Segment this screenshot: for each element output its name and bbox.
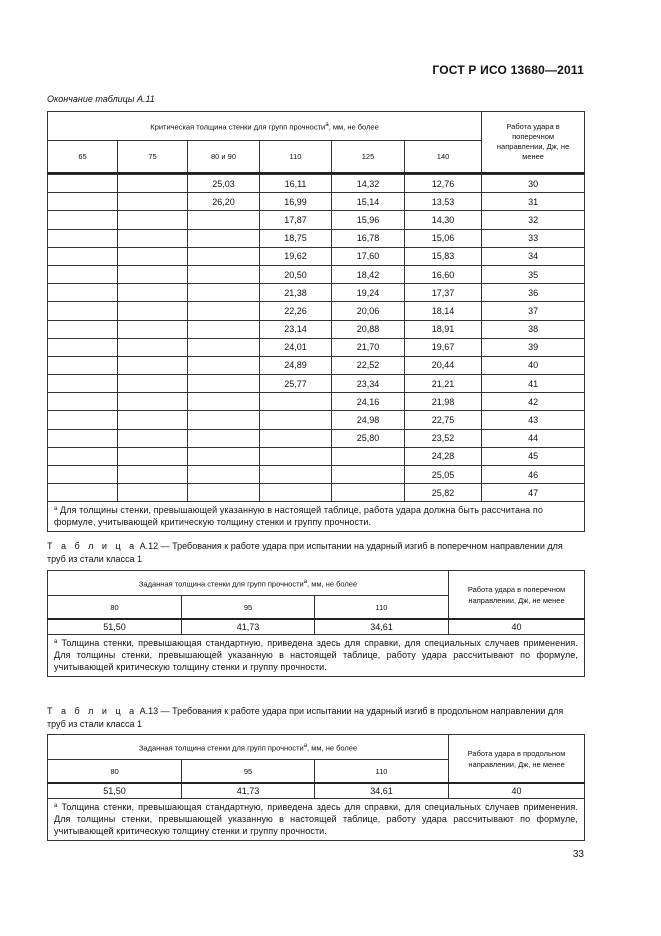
thickness-cell — [188, 393, 260, 411]
thickness-cell: 16,60 — [405, 265, 482, 283]
table-a12-group-header: Заданная толщина стенки для групп прочности$^а$, мм, не более — [48, 571, 449, 596]
thickness-cell: 22,26 — [260, 302, 332, 320]
work-value-cell: 47 — [482, 484, 585, 502]
table-row — [48, 302, 585, 320]
table-a11 — [47, 111, 585, 532]
thickness-cell: 25,03 — [188, 175, 260, 193]
thickness-cell — [188, 338, 260, 356]
thickness-cell — [188, 302, 260, 320]
work-value-cell: 42 — [482, 393, 585, 411]
thickness-cell — [332, 466, 405, 484]
table-a11-column-header: 110 — [260, 141, 332, 174]
thickness-cell: 12,76 — [405, 175, 482, 193]
work-value-cell: 34 — [482, 247, 585, 265]
thickness-cell — [118, 466, 188, 484]
thickness-cell — [48, 429, 118, 447]
thickness-cell: 16,99 — [260, 193, 332, 211]
thickness-cell: 26,20 — [188, 193, 260, 211]
table-a11-column-header: 140 — [405, 141, 482, 174]
thickness-cell — [118, 320, 188, 338]
table-a11-column-header: 75 — [118, 141, 188, 174]
thickness-cell — [188, 284, 260, 302]
thickness-cell — [188, 265, 260, 283]
thickness-cell: 22,75 — [405, 411, 482, 429]
table-a12-footnote: $^а$ Толщина стенки, превышающая стандартную, приведена здесь для справки, для специальных случаев применения. Для толщины стенки, превышающей указанную в настоящей таблице, работу удара рассчитывают по формуле, учитывающей критическую толщину стенки и группу прочности. — [48, 635, 585, 677]
thickness-cell: 22,52 — [332, 356, 405, 374]
table-a12-col-110: 110 — [315, 596, 449, 620]
thickness-cell: 18,91 — [405, 320, 482, 338]
table-a13-col-95: 95 — [182, 760, 315, 784]
thickness-cell: 15,83 — [405, 247, 482, 265]
thickness-cell — [48, 466, 118, 484]
thickness-cell — [118, 356, 188, 374]
thickness-cell — [48, 338, 118, 356]
thickness-cell — [332, 447, 405, 465]
thickness-cell — [188, 247, 260, 265]
work-value-cell: 40 — [482, 356, 585, 374]
work-value-cell: 46 — [482, 466, 585, 484]
table-a13-col-80: 80 — [48, 760, 182, 784]
table-row — [48, 411, 585, 429]
table-a13-value: 41,73 — [182, 783, 315, 799]
thickness-cell: 24,98 — [332, 411, 405, 429]
thickness-cell — [118, 338, 188, 356]
thickness-cell: 15,14 — [332, 193, 405, 211]
thickness-cell — [48, 356, 118, 374]
table-a11-footnote: $^а$ Для толщины стенки, превышающей указанную в настоящей таблице, работа удара должна быть рассчитана по формуле, учитывающей критическую толщину стенки и группу прочности. — [48, 502, 585, 532]
thickness-cell: 19,62 — [260, 247, 332, 265]
thickness-cell — [188, 411, 260, 429]
table-a12-value: 41,73 — [182, 619, 315, 635]
table-a13-footnote: $^а$ Толщина стенки, превышающая стандартную, приведена здесь для справки, для специальных случаев применения. Для толщины стенки, превышающей указанную в настоящей таблице, работу удара рассчитывают по формуле, учитывающей критическую толщину стенки и группу прочности. — [48, 799, 585, 841]
thickness-cell: 24,01 — [260, 338, 332, 356]
thickness-cell: 18,14 — [405, 302, 482, 320]
thickness-cell — [118, 284, 188, 302]
thickness-cell — [260, 429, 332, 447]
thickness-cell: 16,78 — [332, 229, 405, 247]
thickness-cell: 13,53 — [405, 193, 482, 211]
thickness-cell — [188, 375, 260, 393]
thickness-cell — [188, 429, 260, 447]
work-value-cell: 38 — [482, 320, 585, 338]
thickness-cell — [118, 247, 188, 265]
thickness-cell: 24,28 — [405, 447, 482, 465]
table-row — [48, 484, 585, 502]
table-a13-work-header: Работа удара в продольном направлении, Дж, не менее — [449, 735, 585, 784]
thickness-cell — [48, 320, 118, 338]
thickness-cell — [260, 411, 332, 429]
thickness-cell — [48, 302, 118, 320]
thickness-cell: 21,98 — [405, 393, 482, 411]
table-row — [48, 193, 585, 211]
thickness-cell — [188, 229, 260, 247]
thickness-cell: 21,21 — [405, 375, 482, 393]
thickness-cell: 14,30 — [405, 211, 482, 229]
thickness-cell: 24,89 — [260, 356, 332, 374]
thickness-cell — [188, 211, 260, 229]
table-row — [48, 375, 585, 393]
thickness-cell: 24,16 — [332, 393, 405, 411]
document-header: ГОСТ Р ИСО 13680—2011 — [432, 63, 584, 77]
table-row — [48, 284, 585, 302]
table-a13-value: 34,61 — [315, 783, 449, 799]
table-a13 — [47, 734, 585, 841]
thickness-cell: 25,82 — [405, 484, 482, 502]
thickness-cell: 25,77 — [260, 375, 332, 393]
work-value-cell: 44 — [482, 429, 585, 447]
thickness-cell — [48, 393, 118, 411]
table-a12-col-95: 95 — [182, 596, 315, 620]
thickness-cell: 18,42 — [332, 265, 405, 283]
thickness-cell — [48, 175, 118, 193]
thickness-cell: 20,50 — [260, 265, 332, 283]
thickness-cell: 17,37 — [405, 284, 482, 302]
thickness-cell: 15,96 — [332, 211, 405, 229]
thickness-cell: 21,38 — [260, 284, 332, 302]
thickness-cell: 21,70 — [332, 338, 405, 356]
table-row — [48, 393, 585, 411]
table-a12-value: 34,61 — [315, 619, 449, 635]
table-a12-title: Т а б л и ц а А.12 — Требования к работе удара при испытании на ударный изгиб в поперечном направлении для труб из стали класса 1 — [47, 541, 563, 564]
table-row — [48, 320, 585, 338]
page-number: 33 — [572, 849, 584, 860]
thickness-cell — [118, 375, 188, 393]
thickness-cell — [188, 320, 260, 338]
thickness-cell — [48, 375, 118, 393]
table-a11-work-header: Работа удара в поперечном направлении, Дж, не менее — [482, 112, 585, 174]
thickness-cell: 25,05 — [405, 466, 482, 484]
table-row — [48, 466, 585, 484]
table-row — [48, 247, 585, 265]
thickness-cell — [118, 175, 188, 193]
table-row — [48, 338, 585, 356]
work-value-cell: 30 — [482, 175, 585, 193]
thickness-cell: 20,44 — [405, 356, 482, 374]
thickness-cell — [48, 447, 118, 465]
table-a11-column-header: 65 — [48, 141, 118, 174]
work-value-cell: 35 — [482, 265, 585, 283]
table-a13-group-header: Заданная толщина стенки для групп прочности$^а$, мм, не более — [48, 735, 449, 760]
thickness-cell: 17,87 — [260, 211, 332, 229]
thickness-cell — [48, 484, 118, 502]
table-a11-column-header: 80 и 90 — [188, 141, 260, 174]
thickness-cell — [118, 411, 188, 429]
thickness-cell — [118, 193, 188, 211]
work-value-cell: 45 — [482, 447, 585, 465]
table-a11-column-header: 125 — [332, 141, 405, 174]
thickness-cell: 16,11 — [260, 175, 332, 193]
work-value-cell: 36 — [482, 284, 585, 302]
thickness-cell: 17,60 — [332, 247, 405, 265]
thickness-cell: 20,88 — [332, 320, 405, 338]
table-a13-value: 51,50 — [48, 783, 182, 799]
thickness-cell — [260, 484, 332, 502]
table-a12-value: 51,50 — [48, 619, 182, 635]
table-row — [48, 429, 585, 447]
thickness-cell — [118, 393, 188, 411]
thickness-cell — [118, 447, 188, 465]
thickness-cell — [118, 302, 188, 320]
thickness-cell — [48, 229, 118, 247]
table-a11-group-header: Критическая толщина стенки для групп прочности$^а$, мм, не более — [48, 112, 482, 141]
thickness-cell: 15,06 — [405, 229, 482, 247]
thickness-cell — [118, 484, 188, 502]
thickness-cell — [48, 193, 118, 211]
thickness-cell: 19,67 — [405, 338, 482, 356]
work-value-cell: 37 — [482, 302, 585, 320]
thickness-cell — [260, 447, 332, 465]
thickness-cell — [188, 484, 260, 502]
work-value-cell: 39 — [482, 338, 585, 356]
table-a13-title: Т а б л и ц а А.13 — Требования к работе удара при испытании на ударный изгиб в продольном направлении для труб из стали класса 1 — [47, 706, 564, 729]
thickness-cell: 25,80 — [332, 429, 405, 447]
work-value-cell: 41 — [482, 375, 585, 393]
work-value-cell: 31 — [482, 193, 585, 211]
thickness-cell — [118, 229, 188, 247]
table-row — [48, 265, 585, 283]
table-a13-col-110: 110 — [315, 760, 449, 784]
thickness-cell — [118, 265, 188, 283]
thickness-cell: 18,75 — [260, 229, 332, 247]
table-a12-work-value: 40 — [449, 619, 585, 635]
table-a12-work-header: Работа удара в поперечном направлении, Дж, не менее — [449, 571, 585, 620]
table-row — [48, 229, 585, 247]
table-row — [48, 175, 585, 193]
thickness-cell — [260, 393, 332, 411]
table-a11-caption: Окончание таблицы А.11 — [47, 94, 155, 104]
thickness-cell: 23,14 — [260, 320, 332, 338]
thickness-cell — [188, 466, 260, 484]
thickness-cell: 23,34 — [332, 375, 405, 393]
thickness-cell — [118, 429, 188, 447]
table-row — [48, 447, 585, 465]
thickness-cell: 23,52 — [405, 429, 482, 447]
thickness-cell: 19,24 — [332, 284, 405, 302]
thickness-cell — [48, 247, 118, 265]
thickness-cell — [48, 411, 118, 429]
work-value-cell: 32 — [482, 211, 585, 229]
thickness-cell — [188, 356, 260, 374]
work-value-cell: 33 — [482, 229, 585, 247]
table-row — [48, 356, 585, 374]
table-a13-work-value: 40 — [449, 783, 585, 799]
table-row — [48, 211, 585, 229]
thickness-cell — [48, 284, 118, 302]
thickness-cell: 20,06 — [332, 302, 405, 320]
thickness-cell — [332, 484, 405, 502]
thickness-cell — [188, 447, 260, 465]
thickness-cell: 14,32 — [332, 175, 405, 193]
table-a12 — [47, 570, 585, 677]
thickness-cell — [118, 211, 188, 229]
table-a12-col-80: 80 — [48, 596, 182, 620]
thickness-cell — [260, 466, 332, 484]
thickness-cell — [48, 211, 118, 229]
thickness-cell — [48, 265, 118, 283]
work-value-cell: 43 — [482, 411, 585, 429]
